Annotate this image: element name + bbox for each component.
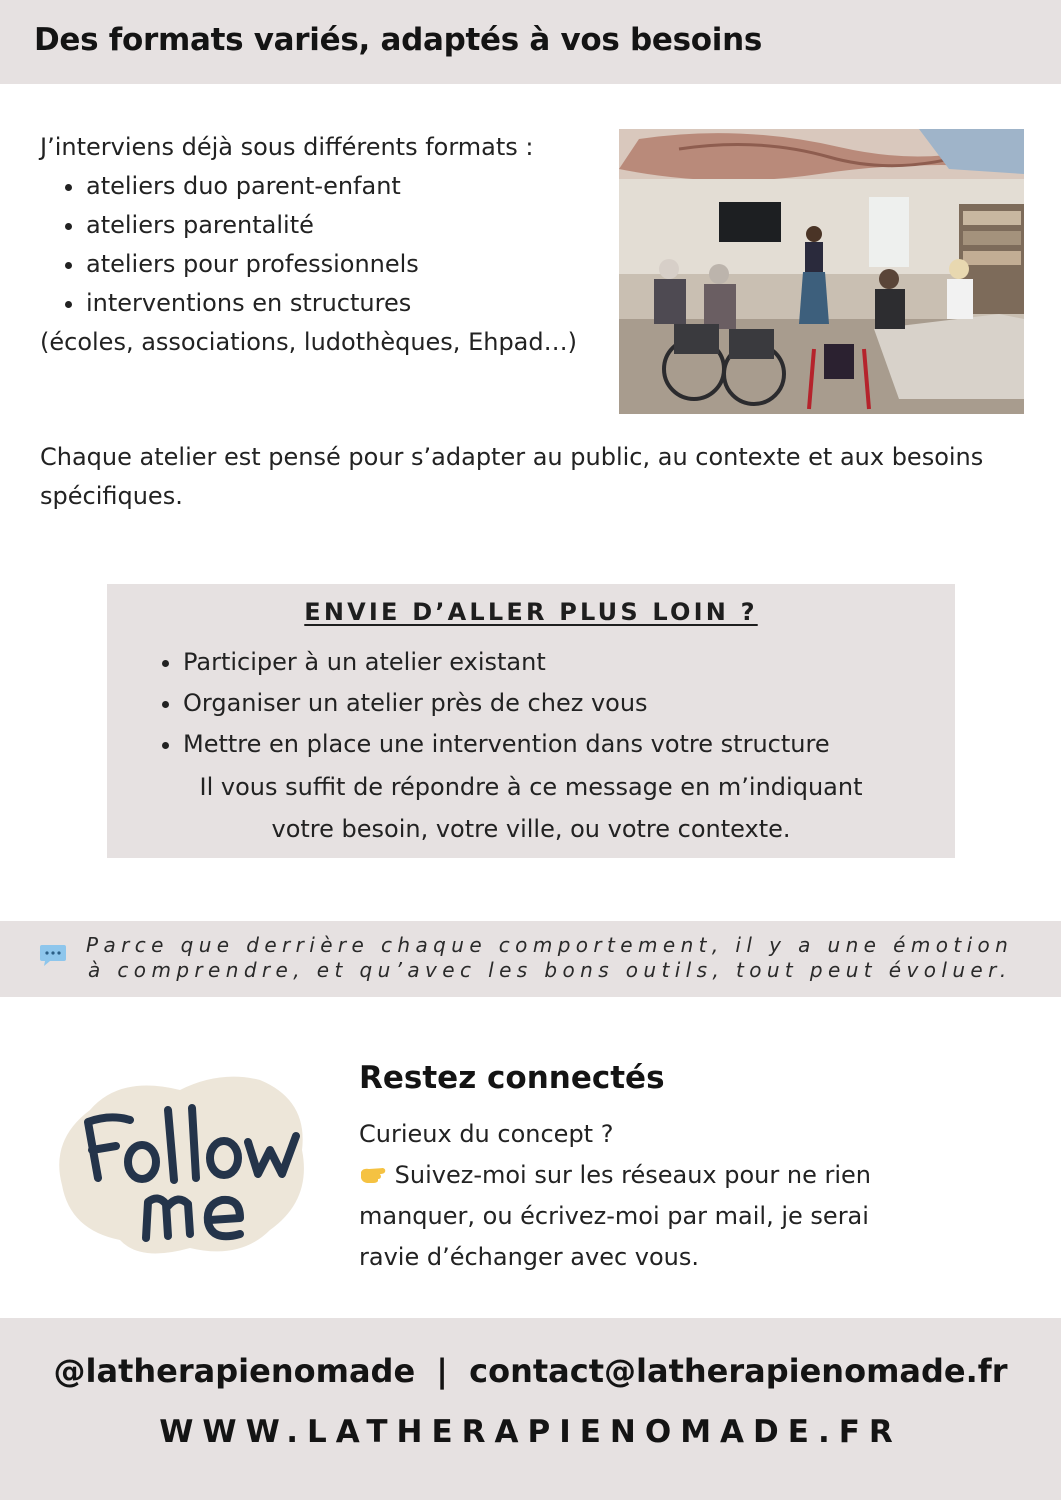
cta-item: • Participer à un atelier existant: [183, 642, 830, 683]
follow-me-logo: [50, 1070, 310, 1260]
quote-line: à comprendre, et qu’avec les bons outils, tout peut évoluer.: [88, 958, 1012, 982]
connect-message: Suivez-moi sur les réseaux pour ne rien manquer, ou écrivez-moi par mail, je serai ravie d’échanger avec vous.: [359, 1161, 871, 1271]
adaptation-text: Chaque atelier est pensé pour s’adapter au public, au contexte et aux besoins spécifiques.: [40, 443, 984, 510]
format-item: • ateliers parentalité: [86, 206, 610, 245]
format-item: • interventions en structures: [86, 284, 610, 323]
workshop-photo-illustration: [619, 129, 1024, 414]
footer-contact: [0, 1352, 1061, 1390]
cta-note-line: votre besoin, votre ville, ou votre contexte.: [271, 815, 791, 843]
social-handle-link[interactable]: @latherapienomade: [53, 1352, 416, 1390]
website-link[interactable]: WWW.LATHERAPIENOMADE.FR: [159, 1414, 902, 1450]
connect-body: [359, 1114, 919, 1278]
footer-band: [0, 1318, 1061, 1500]
connect-title: Restez connectés: [359, 1060, 665, 1096]
footer-separator: |: [436, 1352, 448, 1390]
formats-intro: [40, 128, 610, 362]
cta-item: • Mettre en place une intervention dans votre structure: [183, 724, 830, 765]
cta-item: • Organiser un atelier près de chez vous: [183, 683, 830, 724]
formats-list: [40, 167, 610, 323]
cta-title: ENVIE D’ALLER PLUS LOIN ?: [304, 598, 758, 626]
cta-box: [107, 584, 955, 858]
connect-question: Curieux du concept ?: [359, 1120, 614, 1148]
connect-message-block: [359, 1155, 919, 1278]
follow-me-badge: [50, 1070, 310, 1264]
quote-text: [86, 933, 1046, 983]
cta-note: [107, 766, 955, 850]
structures-note: (écoles, associations, ludothèques, Ehpad…): [40, 328, 577, 356]
cta-note-line: Il vous suffit de répondre à ce message en m’indiquant: [199, 773, 863, 801]
header-band: [0, 0, 1061, 84]
format-item: • ateliers duo parent-enfant: [86, 167, 610, 206]
speech-bubble-icon: [38, 941, 68, 973]
formats-lead: J’interviens déjà sous différents formats :: [40, 133, 534, 161]
page-title: Des formats variés, adaptés à vos besoins: [34, 22, 763, 58]
quote-band: [0, 921, 1061, 997]
cta-list: [153, 642, 830, 765]
workshop-photo: [619, 129, 1024, 414]
pointing-hand-icon: [359, 1156, 387, 1176]
email-link[interactable]: contact@latherapienomade.fr: [469, 1352, 1008, 1390]
format-item: • ateliers pour professionnels: [86, 245, 610, 284]
quote-line: Parce que derrière chaque comportement, il y a une émotion: [86, 933, 1014, 957]
